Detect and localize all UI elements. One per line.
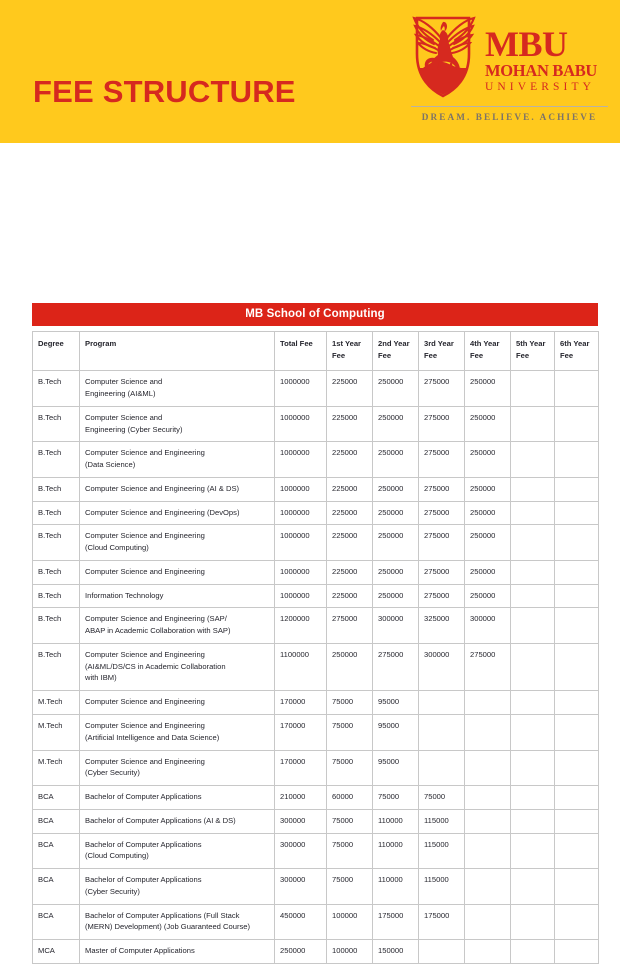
cell-year-2-fee: 250000: [373, 477, 419, 501]
cell-year-1-fee: 100000: [327, 940, 373, 964]
cell-year-3-fee: 275000: [419, 584, 465, 608]
logo-divider: [411, 106, 608, 107]
cell-degree: B.Tech: [33, 371, 80, 407]
cell-program: Computer Science and Engineering: [80, 560, 275, 584]
cell-year-3-fee: [419, 750, 465, 786]
cell-year-4-fee: 275000: [465, 643, 511, 690]
cell-year-3-fee: [419, 691, 465, 715]
table-row: [33, 560, 599, 584]
cell-year-1-fee: 75000: [327, 833, 373, 869]
cell-degree: M.Tech: [33, 691, 80, 715]
cell-degree: B.Tech: [33, 608, 80, 644]
table-row: [33, 809, 599, 833]
cell-program: Computer Science and Engineering (DevOps): [80, 501, 275, 525]
cell-degree: B.Tech: [33, 406, 80, 442]
cell-year-5-fee: [511, 477, 555, 501]
cell-year-6-fee: [555, 442, 599, 478]
cell-program: Computer Science and Engineering (AI&ML/DS/CS in Academic Collaboration with IBM): [80, 643, 275, 690]
cell-program: Computer Science and Engineering (Cyber Security): [80, 750, 275, 786]
cell-year-5-fee: [511, 691, 555, 715]
cell-year-4-fee: 250000: [465, 442, 511, 478]
cell-year-2-fee: 250000: [373, 525, 419, 561]
col-header-degree: Degree: [33, 332, 80, 371]
table-row: [33, 442, 599, 478]
cell-degree: M.Tech: [33, 750, 80, 786]
table-row: [33, 904, 599, 940]
table-body: [33, 371, 599, 964]
cell-year-3-fee: 175000: [419, 904, 465, 940]
cell-year-4-fee: 250000: [465, 584, 511, 608]
cell-year-5-fee: [511, 869, 555, 905]
cell-year-3-fee: 275000: [419, 477, 465, 501]
table-row: [33, 525, 599, 561]
cell-year-5-fee: [511, 904, 555, 940]
cell-year-6-fee: [555, 560, 599, 584]
cell-year-6-fee: [555, 584, 599, 608]
logo-name: MOHAN BABU: [485, 61, 598, 81]
table-header: [33, 332, 599, 371]
table-row: [33, 608, 599, 644]
cell-year-3-fee: 275000: [419, 442, 465, 478]
cell-year-5-fee: [511, 501, 555, 525]
cell-year-6-fee: [555, 940, 599, 964]
cell-degree: B.Tech: [33, 477, 80, 501]
cell-year-3-fee: 115000: [419, 869, 465, 905]
fee-table-block: [32, 303, 598, 964]
cell-degree: B.Tech: [33, 584, 80, 608]
cell-year-6-fee: [555, 833, 599, 869]
cell-total-fee: 1100000: [275, 643, 327, 690]
cell-program: Information Technology: [80, 584, 275, 608]
cell-year-6-fee: [555, 809, 599, 833]
cell-year-5-fee: [511, 786, 555, 810]
cell-year-4-fee: 250000: [465, 371, 511, 407]
cell-program: Bachelor of Computer Applications (AI & DS): [80, 809, 275, 833]
cell-year-6-fee: [555, 643, 599, 690]
cell-degree: B.Tech: [33, 442, 80, 478]
cell-year-4-fee: [465, 904, 511, 940]
table-row: [33, 501, 599, 525]
cell-year-6-fee: [555, 904, 599, 940]
cell-year-5-fee: [511, 750, 555, 786]
cell-year-6-fee: [555, 750, 599, 786]
col-header-year-3: 3rd Year Fee: [419, 332, 465, 371]
cell-year-5-fee: [511, 442, 555, 478]
cell-year-1-fee: 75000: [327, 869, 373, 905]
cell-degree: BCA: [33, 809, 80, 833]
cell-program: Bachelor of Computer Applications: [80, 786, 275, 810]
cell-year-2-fee: 250000: [373, 501, 419, 525]
cell-year-5-fee: [511, 560, 555, 584]
cell-total-fee: 170000: [275, 715, 327, 751]
logo-subtitle: UNIVERSITY: [485, 81, 595, 94]
cell-year-5-fee: [511, 371, 555, 407]
cell-year-3-fee: [419, 940, 465, 964]
cell-year-5-fee: [511, 940, 555, 964]
griffin-crest-icon: [407, 8, 479, 100]
fee-structure-table: [32, 331, 599, 964]
school-section-title: MB School of Computing: [32, 303, 598, 326]
cell-year-6-fee: [555, 525, 599, 561]
cell-year-4-fee: [465, 833, 511, 869]
table-row: [33, 833, 599, 869]
col-header-year-1: 1st Year Fee: [327, 332, 373, 371]
cell-year-2-fee: 250000: [373, 560, 419, 584]
col-header-year-5: 5th Year Fee: [511, 332, 555, 371]
cell-year-6-fee: [555, 371, 599, 407]
cell-year-4-fee: [465, 786, 511, 810]
cell-program: Computer Science and Engineering (AI & DS): [80, 477, 275, 501]
cell-year-4-fee: 250000: [465, 501, 511, 525]
cell-year-6-fee: [555, 691, 599, 715]
cell-total-fee: 1000000: [275, 584, 327, 608]
cell-year-5-fee: [511, 608, 555, 644]
cell-total-fee: 1000000: [275, 560, 327, 584]
cell-year-6-fee: [555, 406, 599, 442]
cell-year-2-fee: 110000: [373, 833, 419, 869]
cell-year-4-fee: [465, 940, 511, 964]
cell-year-1-fee: 225000: [327, 406, 373, 442]
cell-program: Bachelor of Computer Applications (Full Stack (MERN) Development) (Job Guaranteed Course): [80, 904, 275, 940]
cell-year-1-fee: 60000: [327, 786, 373, 810]
cell-year-3-fee: 275000: [419, 560, 465, 584]
table-row: [33, 406, 599, 442]
cell-year-3-fee: 115000: [419, 809, 465, 833]
cell-year-2-fee: 250000: [373, 442, 419, 478]
cell-degree: BCA: [33, 904, 80, 940]
cell-degree: B.Tech: [33, 525, 80, 561]
col-header-total-fee: Total Fee: [275, 332, 327, 371]
cell-degree: M.Tech: [33, 715, 80, 751]
cell-year-4-fee: 250000: [465, 477, 511, 501]
cell-year-1-fee: 225000: [327, 442, 373, 478]
cell-year-3-fee: 275000: [419, 406, 465, 442]
cell-year-2-fee: 150000: [373, 940, 419, 964]
cell-year-2-fee: 95000: [373, 691, 419, 715]
cell-year-5-fee: [511, 406, 555, 442]
cell-year-4-fee: 250000: [465, 560, 511, 584]
cell-total-fee: 170000: [275, 691, 327, 715]
cell-year-2-fee: 275000: [373, 643, 419, 690]
cell-year-3-fee: 75000: [419, 786, 465, 810]
cell-year-1-fee: 225000: [327, 584, 373, 608]
cell-year-6-fee: [555, 608, 599, 644]
cell-year-3-fee: 300000: [419, 643, 465, 690]
cell-year-1-fee: 225000: [327, 560, 373, 584]
cell-year-6-fee: [555, 869, 599, 905]
cell-program: Computer Science and Engineering (Cyber Security): [80, 406, 275, 442]
table-row: [33, 715, 599, 751]
logo-abbr: MBU: [485, 24, 568, 64]
cell-year-5-fee: [511, 525, 555, 561]
cell-year-1-fee: 250000: [327, 643, 373, 690]
cell-year-1-fee: 225000: [327, 501, 373, 525]
table-row: [33, 584, 599, 608]
cell-total-fee: 1000000: [275, 525, 327, 561]
cell-total-fee: 1000000: [275, 406, 327, 442]
cell-year-4-fee: 250000: [465, 406, 511, 442]
cell-year-6-fee: [555, 715, 599, 751]
cell-degree: BCA: [33, 833, 80, 869]
logo-tagline: DREAM. BELIEVE. ACHIEVE: [421, 112, 598, 122]
cell-program: Bachelor of Computer Applications (Cloud Computing): [80, 833, 275, 869]
cell-program: Computer Science and Engineering (SAP/ ABAP in Academic Collaboration with SAP): [80, 608, 275, 644]
cell-year-2-fee: 75000: [373, 786, 419, 810]
cell-year-1-fee: 275000: [327, 608, 373, 644]
table-row: [33, 477, 599, 501]
cell-year-4-fee: [465, 715, 511, 751]
cell-year-2-fee: 110000: [373, 809, 419, 833]
table-row: [33, 691, 599, 715]
cell-year-3-fee: 325000: [419, 608, 465, 644]
table-row: [33, 371, 599, 407]
table-row: [33, 869, 599, 905]
cell-year-5-fee: [511, 833, 555, 869]
cell-total-fee: 210000: [275, 786, 327, 810]
cell-program: Computer Science and Engineering (AI&ML): [80, 371, 275, 407]
cell-year-2-fee: 250000: [373, 584, 419, 608]
cell-program: Computer Science and Engineering (Artificial Intelligence and Data Science): [80, 715, 275, 751]
cell-year-2-fee: 110000: [373, 869, 419, 905]
col-header-program: Program: [80, 332, 275, 371]
cell-degree: BCA: [33, 786, 80, 810]
cell-year-6-fee: [555, 501, 599, 525]
col-header-year-4: 4th Year Fee: [465, 332, 511, 371]
cell-year-3-fee: 115000: [419, 833, 465, 869]
cell-total-fee: 170000: [275, 750, 327, 786]
table-header-row: [33, 332, 599, 371]
cell-total-fee: 1000000: [275, 477, 327, 501]
cell-year-4-fee: 300000: [465, 608, 511, 644]
cell-year-1-fee: 225000: [327, 477, 373, 501]
cell-year-6-fee: [555, 477, 599, 501]
cell-year-2-fee: 95000: [373, 750, 419, 786]
cell-year-4-fee: [465, 869, 511, 905]
cell-total-fee: 250000: [275, 940, 327, 964]
cell-total-fee: 300000: [275, 809, 327, 833]
table-row: [33, 750, 599, 786]
cell-total-fee: 1000000: [275, 501, 327, 525]
cell-year-1-fee: 225000: [327, 371, 373, 407]
cell-program: Computer Science and Engineering (Data Science): [80, 442, 275, 478]
col-header-year-6: 6th Year Fee: [555, 332, 599, 371]
cell-degree: B.Tech: [33, 560, 80, 584]
table-row: [33, 786, 599, 810]
cell-year-2-fee: 95000: [373, 715, 419, 751]
cell-year-1-fee: 225000: [327, 525, 373, 561]
cell-year-2-fee: 250000: [373, 406, 419, 442]
cell-year-2-fee: 300000: [373, 608, 419, 644]
cell-degree: BCA: [33, 869, 80, 905]
table-row: [33, 940, 599, 964]
cell-year-4-fee: [465, 750, 511, 786]
cell-year-5-fee: [511, 584, 555, 608]
cell-year-4-fee: 250000: [465, 525, 511, 561]
page-header-banner: [0, 0, 620, 143]
cell-year-2-fee: 175000: [373, 904, 419, 940]
cell-year-4-fee: [465, 691, 511, 715]
cell-year-5-fee: [511, 809, 555, 833]
cell-total-fee: 1000000: [275, 371, 327, 407]
cell-year-1-fee: 75000: [327, 809, 373, 833]
cell-program: Computer Science and Engineering: [80, 691, 275, 715]
cell-year-2-fee: 250000: [373, 371, 419, 407]
cell-total-fee: 1200000: [275, 608, 327, 644]
page-title: FEE STRUCTURE: [33, 74, 296, 109]
cell-program: Master of Computer Applications: [80, 940, 275, 964]
col-header-year-2: 2nd Year Fee: [373, 332, 419, 371]
cell-year-3-fee: [419, 715, 465, 751]
cell-total-fee: 300000: [275, 869, 327, 905]
cell-year-5-fee: [511, 643, 555, 690]
cell-year-1-fee: 75000: [327, 691, 373, 715]
cell-total-fee: 450000: [275, 904, 327, 940]
cell-year-3-fee: 275000: [419, 371, 465, 407]
cell-degree: B.Tech: [33, 501, 80, 525]
cell-degree: MCA: [33, 940, 80, 964]
cell-year-5-fee: [511, 715, 555, 751]
cell-year-4-fee: [465, 809, 511, 833]
cell-year-1-fee: 100000: [327, 904, 373, 940]
cell-total-fee: 1000000: [275, 442, 327, 478]
cell-total-fee: 300000: [275, 833, 327, 869]
cell-program: Computer Science and Engineering (Cloud Computing): [80, 525, 275, 561]
cell-year-1-fee: 75000: [327, 750, 373, 786]
cell-year-1-fee: 75000: [327, 715, 373, 751]
cell-program: Bachelor of Computer Applications (Cyber Security): [80, 869, 275, 905]
cell-year-3-fee: 275000: [419, 525, 465, 561]
cell-year-3-fee: 275000: [419, 501, 465, 525]
cell-degree: B.Tech: [33, 643, 80, 690]
table-row: [33, 643, 599, 690]
mbu-logo: [407, 8, 612, 126]
cell-year-6-fee: [555, 786, 599, 810]
